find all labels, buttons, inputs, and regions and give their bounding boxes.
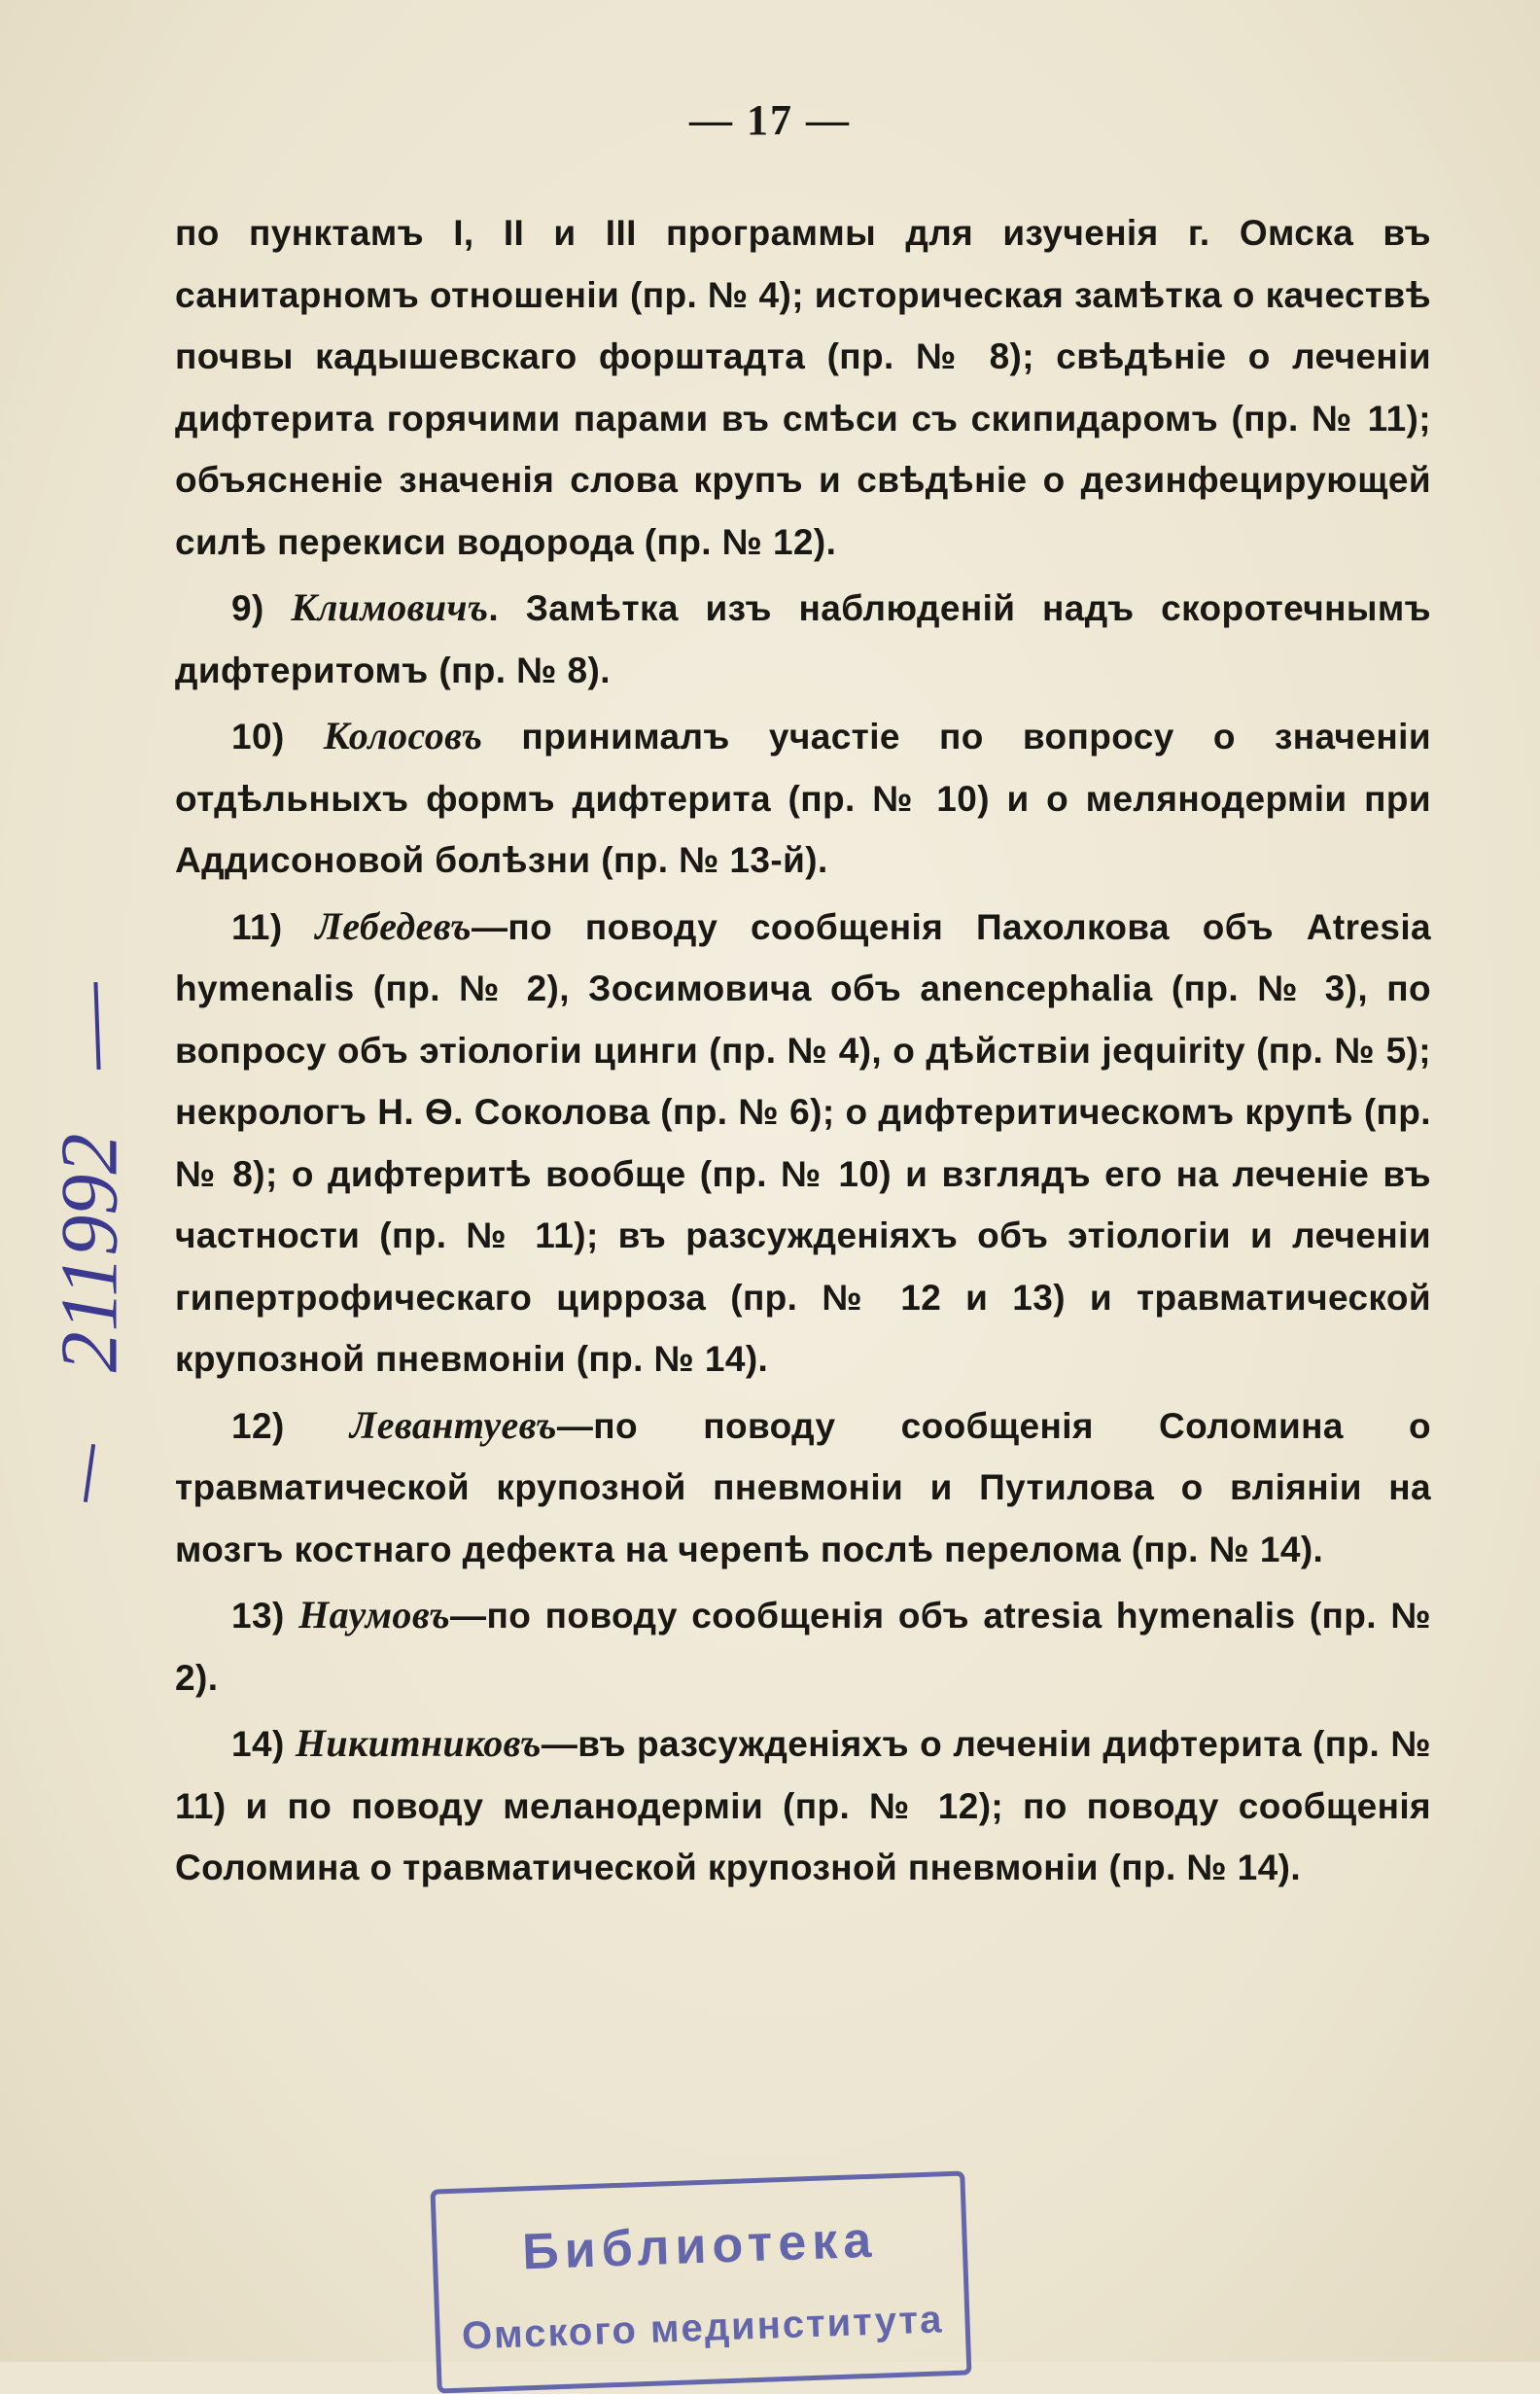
item-text: —въ разсужденіяхъ о леченіи дифтерита (пр. № 11) и по поводу меланодерміи (пр. № 12); по поводу сообщенія Соломина о травматической крупозной пневмоніи (пр. № 14).	[175, 1724, 1431, 1887]
item-text: принималъ участіе по вопросу о значеніи отдѣльныхъ формъ дифтерита (пр. № 10) и о мелянодерміи при Аддисоновой болѣзни (пр. № 13-й).	[175, 717, 1431, 880]
stamp-line-1: Библиотека	[521, 2211, 879, 2281]
item-number: 11)	[231, 906, 316, 947]
item-text: —по поводу сообщенія Пахолкова объ Atresia hymenalis (пр. № 2), Зосимовича объ anencephalia (пр. № 3), по вопросу объ этіологіи цинги (пр. № 4), о дѣйствіи jequirity (пр. № 5); некрологъ Н. Ѳ. Соколова (пр. № 6); о дифтеритическомъ крупѣ (пр. № 8); о дифтеритѣ вообще (пр. № 10) и взглядъ его на леченіе въ частности (пр. № 11); въ разсужденіяхъ объ этіологіи и леченіи гипертрофическаго цирроза (пр. № 12 и 13) и травматической крупозной пневмоніи (пр. № 14).	[175, 906, 1431, 1379]
page-number: — 17 —	[689, 96, 851, 144]
pen-stroke-bottom	[84, 1444, 95, 1502]
list-item	[175, 705, 1431, 892]
person-name: Лебедевъ	[315, 903, 472, 948]
item-number: 9)	[231, 588, 292, 628]
item-number: 12)	[231, 1405, 350, 1446]
paragraph-continuation: по пунктамъ I, II и III программы для изученія г. Омска въ санитарномъ отношеніи (пр. № 4); историческая замѣтка о качествѣ почвы кадышевскаго форштадта (пр. № 8); свѣдѣніе о леченіи дифтерита горячими парами въ смѣси съ скипидаромъ (пр. № 11); объясненіе значенія слова крупъ и свѣдѣніе о дезинфецирующей силѣ перекиси водорода (пр. № 12).	[175, 213, 1431, 562]
person-name: Колосовъ	[323, 714, 483, 757]
body-text	[175, 202, 1431, 1903]
list-item	[175, 896, 1431, 1391]
item-number: 13)	[231, 1596, 299, 1636]
list-item	[175, 1584, 1431, 1708]
inventory-number: 211992	[44, 1133, 135, 1373]
person-name: Левантуевъ	[349, 1402, 557, 1447]
list-item	[175, 577, 1431, 701]
item-text: —по поводу сообщенія объ atresia hymenalis (пр. № 2).	[175, 1596, 1432, 1698]
item-number: 10)	[231, 717, 324, 757]
person-name: Никитниковъ	[295, 1721, 542, 1765]
pen-stroke-top	[93, 982, 100, 1070]
list-item	[175, 1712, 1431, 1899]
item-text: . Замѣтка изъ наблюденій надъ скоротечнымъ дифтеритомъ (пр. № 8).	[175, 588, 1431, 690]
item-number: 14)	[231, 1724, 296, 1764]
handwritten-inventory-number	[19, 982, 156, 1497]
library-stamp	[431, 2170, 972, 2393]
person-name: Наумовъ	[298, 1593, 451, 1637]
stamp-graphic	[436, 2176, 967, 2389]
person-name: Климовичъ	[291, 585, 489, 629]
stamp-line-2: Омского мединститута	[461, 2298, 945, 2358]
item-text: —по поводу сообщенія Соломина о травматической крупозной пневмоніи и Путилова о вліяніи на мозгъ костнаго дефекта на черепѣ послѣ перелома (пр. № 14).	[175, 1405, 1432, 1569]
list-item	[175, 1394, 1431, 1581]
